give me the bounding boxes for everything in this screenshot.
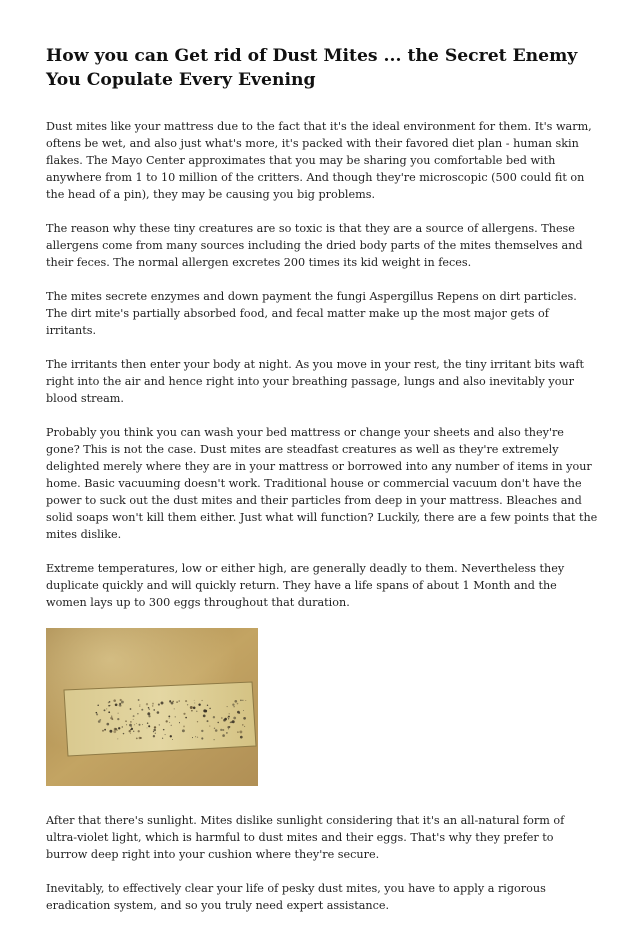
mite-speck <box>96 713 98 715</box>
mite-speck <box>232 704 234 706</box>
article <box>46 44 598 931</box>
mite-speck <box>198 703 200 705</box>
mite-speck <box>242 724 243 725</box>
mite-speck <box>237 711 240 714</box>
mite-speck <box>125 720 127 722</box>
mite-speck <box>152 705 154 707</box>
mite-speck <box>139 706 140 707</box>
mite-speck <box>234 706 235 707</box>
mite-speck <box>193 707 196 710</box>
mite-speck <box>166 720 168 722</box>
mite-speck <box>191 710 193 712</box>
mite-speck <box>154 726 156 728</box>
mite-speck <box>215 729 218 732</box>
mite-speck <box>120 699 122 701</box>
mite-speck <box>237 731 239 733</box>
mite-speck <box>148 715 150 717</box>
mite-speck <box>209 726 210 727</box>
mite-speck <box>104 709 106 711</box>
mite-speck <box>224 718 227 721</box>
mite-speck <box>159 724 160 725</box>
mite-speck <box>243 717 246 720</box>
mite-speck <box>233 717 236 720</box>
mite-speck <box>147 712 150 715</box>
mite-speck <box>175 716 176 717</box>
mite-speck <box>155 733 156 734</box>
mite-speck <box>99 719 101 721</box>
mite-speck <box>171 725 172 726</box>
mite-speck <box>129 730 131 732</box>
mite-speck <box>194 703 195 704</box>
mite-speck <box>201 700 202 701</box>
mite-speck <box>122 726 123 727</box>
mite-speck <box>232 720 235 723</box>
mite-speck <box>153 735 155 737</box>
mite-speck <box>207 705 208 706</box>
mite-speck <box>141 709 143 711</box>
mite-speck <box>115 703 118 706</box>
mite-speck <box>176 701 178 703</box>
mite-speck <box>194 700 195 701</box>
mite-speck <box>106 708 107 709</box>
mite-speck <box>136 723 137 724</box>
paragraph: Probably you think you can wash your bed mattress or change your sheets and also they're gone? This is not the case. Dust mites are steadfast creatures as well as they're extremely delighted merely where they are in your mattress or borrowed into any number of items in your home. Basic vacuuming doesn't work. Traditional house or commercial vacuum don't have the power to suck out the dust mites and their particles from deep in your mattress. Bleaches and solid soaps won't kill them either. Just what will function? Luckily, there are a few points that the mites dislike. <box>46 426 598 541</box>
mite-speck <box>146 703 148 705</box>
mite-speck <box>131 728 133 730</box>
mite-speck <box>134 724 135 725</box>
mite-speck <box>197 721 198 722</box>
mite-speck <box>170 735 172 737</box>
mite-speck <box>110 705 111 706</box>
mite-speck <box>229 713 230 714</box>
mite-speck <box>209 708 211 710</box>
paragraph: The mites secrete enzymes and down payment the fungi Aspergillus Repens on dirt particles. The dirt mite's partially absorbed food, and fecal matter make up the most major gets of irritants. <box>46 290 577 337</box>
mite-speck <box>147 727 148 728</box>
mite-speck <box>187 704 188 705</box>
mite-speck <box>222 729 224 731</box>
mite-speck <box>139 737 141 739</box>
mite-speck <box>228 728 229 729</box>
mite-speck <box>179 722 180 723</box>
mite-speck <box>196 711 197 712</box>
mite-speck <box>142 724 143 725</box>
mite-speck <box>222 734 225 737</box>
mite-speck <box>234 700 237 703</box>
mite-speck <box>157 711 160 714</box>
mite-speck <box>108 705 110 707</box>
paragraph: The reason why these tiny creatures are so toxic is that they are a source of allergens. These allergens come from many sources including the dried body parts of the mites themselves and their feces. The normal allergen excretes 200 times its kid weight in feces. <box>46 222 583 269</box>
mite-speck <box>172 701 174 703</box>
mite-speck <box>109 730 112 733</box>
paragraph: The irritants then enter your body at night. As you move in your rest, the tiny irritant bits waft right into the air and hence right into your breathing passage, lungs and also inevitably your blood stream. <box>46 358 584 405</box>
mite-speck <box>138 699 140 701</box>
mite-speck <box>226 732 228 734</box>
mite-speck <box>174 708 175 709</box>
mite-speck <box>133 719 134 720</box>
mite-speck <box>129 724 132 727</box>
mite-speck <box>183 725 185 727</box>
mite-speck <box>136 738 138 740</box>
mite-speck <box>183 713 185 715</box>
mite-speck <box>168 715 170 717</box>
mite-speck <box>113 730 116 733</box>
mite-speck <box>118 713 119 714</box>
paragraph: After that there's sunlight. Mites dislike sunlight considering that it's an all-natural form of ultra-violet light, which is harmful to dust mites and their eggs. That's why they prefer to burrow deep right into your cushion where they're secure. <box>46 814 565 861</box>
mite-speck <box>161 702 164 705</box>
mite-speck <box>227 726 229 728</box>
mite-speck <box>123 733 124 734</box>
mite-speck <box>133 731 134 732</box>
mite-speck <box>178 700 180 702</box>
mite-speck <box>113 699 116 702</box>
mite-speck <box>153 731 154 732</box>
mite-speck <box>148 725 150 727</box>
mite-speck <box>239 730 242 733</box>
mite-speck <box>214 739 215 740</box>
mite-speck <box>130 721 132 723</box>
mite-speck <box>131 726 132 727</box>
mite-speck <box>139 724 141 726</box>
mite-speck <box>147 722 149 724</box>
mite-speck <box>138 730 140 732</box>
mite-speck <box>227 706 228 707</box>
mite-speck <box>201 730 203 732</box>
article-title: How you can Get rid of Dust Mites ... the Secret Enemy You Copulate Every Evening <box>46 46 578 90</box>
mite-speck <box>195 736 196 737</box>
mite-speck <box>240 699 242 701</box>
mite-speck <box>230 721 232 723</box>
mite-speck <box>153 709 154 710</box>
mite-speck <box>213 716 215 718</box>
mite-speck <box>117 718 119 720</box>
mite-speck <box>201 737 203 739</box>
mite-speck <box>185 700 187 702</box>
mite-speck <box>207 720 209 722</box>
mite-speck <box>221 717 223 719</box>
paragraph: Inevitably, to effectively clear your life of pesky dust mites, you have to apply a rigorous eradication system, and so you truly need expert assistance. <box>46 882 546 912</box>
mite-speck <box>242 700 243 701</box>
paragraph: Dust mites like your mattress due to the fact that it's the ideal environment for them. It's warm, oftens be wet, and also just what's more, it's packed with their favored diet plan - human skin flakes. The Mayo Center approximates that you may be sharing you comfortable bed with anywhere from 1 to 10 million of the critters. And though they're microscopic (500 could fit on the head of a pin), they may be causing you big problems. <box>46 120 592 201</box>
mite-speck <box>133 715 135 717</box>
mite-speck <box>137 713 138 714</box>
mite-speck <box>108 702 109 703</box>
photo-glass-slide-icon <box>46 628 258 786</box>
mite-speck <box>214 728 215 729</box>
mite-speck <box>203 709 206 712</box>
mite-speck <box>165 734 166 735</box>
mite-speck <box>96 712 98 714</box>
mite-speck <box>117 738 118 739</box>
mite-speck <box>227 717 228 718</box>
mite-speck <box>148 707 150 709</box>
mite-speck <box>203 715 206 718</box>
mite-speck <box>104 729 106 731</box>
mite-speck <box>162 738 163 739</box>
mite-speck <box>149 708 150 709</box>
mite-speck <box>102 730 104 732</box>
mite-speck <box>169 700 171 702</box>
mite-speck <box>139 704 140 705</box>
mite-speck <box>228 718 229 719</box>
mite-speck <box>116 729 118 731</box>
mite-speck <box>130 733 131 734</box>
mite-speck <box>190 706 193 709</box>
mite-speck <box>110 717 112 719</box>
mite-speck <box>121 701 124 704</box>
mite-speck <box>97 704 99 706</box>
mite-speck <box>245 700 246 701</box>
mite-speck <box>169 722 170 723</box>
mite-speck <box>220 729 222 731</box>
article-photo <box>46 628 258 786</box>
mite-speck <box>106 723 109 726</box>
mite-speck <box>182 729 185 732</box>
mite-speck <box>163 729 165 731</box>
mite-speck <box>126 724 127 725</box>
mite-speck <box>158 704 160 706</box>
mite-speck <box>243 710 244 711</box>
mite-speck <box>119 704 122 707</box>
mite-speck <box>153 729 156 732</box>
mite-speck <box>169 718 170 719</box>
mite-speck <box>197 737 198 738</box>
mite-speck <box>118 727 120 729</box>
mite-speck <box>111 716 112 717</box>
mite-speck <box>152 703 154 705</box>
mite-speck <box>130 708 132 710</box>
mite-speck <box>172 739 173 740</box>
mite-speck <box>185 717 187 719</box>
paragraph: Extreme temperatures, low or either high, are generally deadly to them. Nevertheless they duplicate quickly and will quickly return. They have a life spans of about 1 Month and the women lays up to 300 eggs throughout that duration. <box>46 562 565 609</box>
mite-speck <box>244 726 245 727</box>
mite-speck <box>217 722 218 723</box>
mite-speck <box>237 703 239 705</box>
mite-speck <box>240 736 243 739</box>
mite-speck <box>192 737 193 738</box>
mite-speck <box>108 711 110 713</box>
